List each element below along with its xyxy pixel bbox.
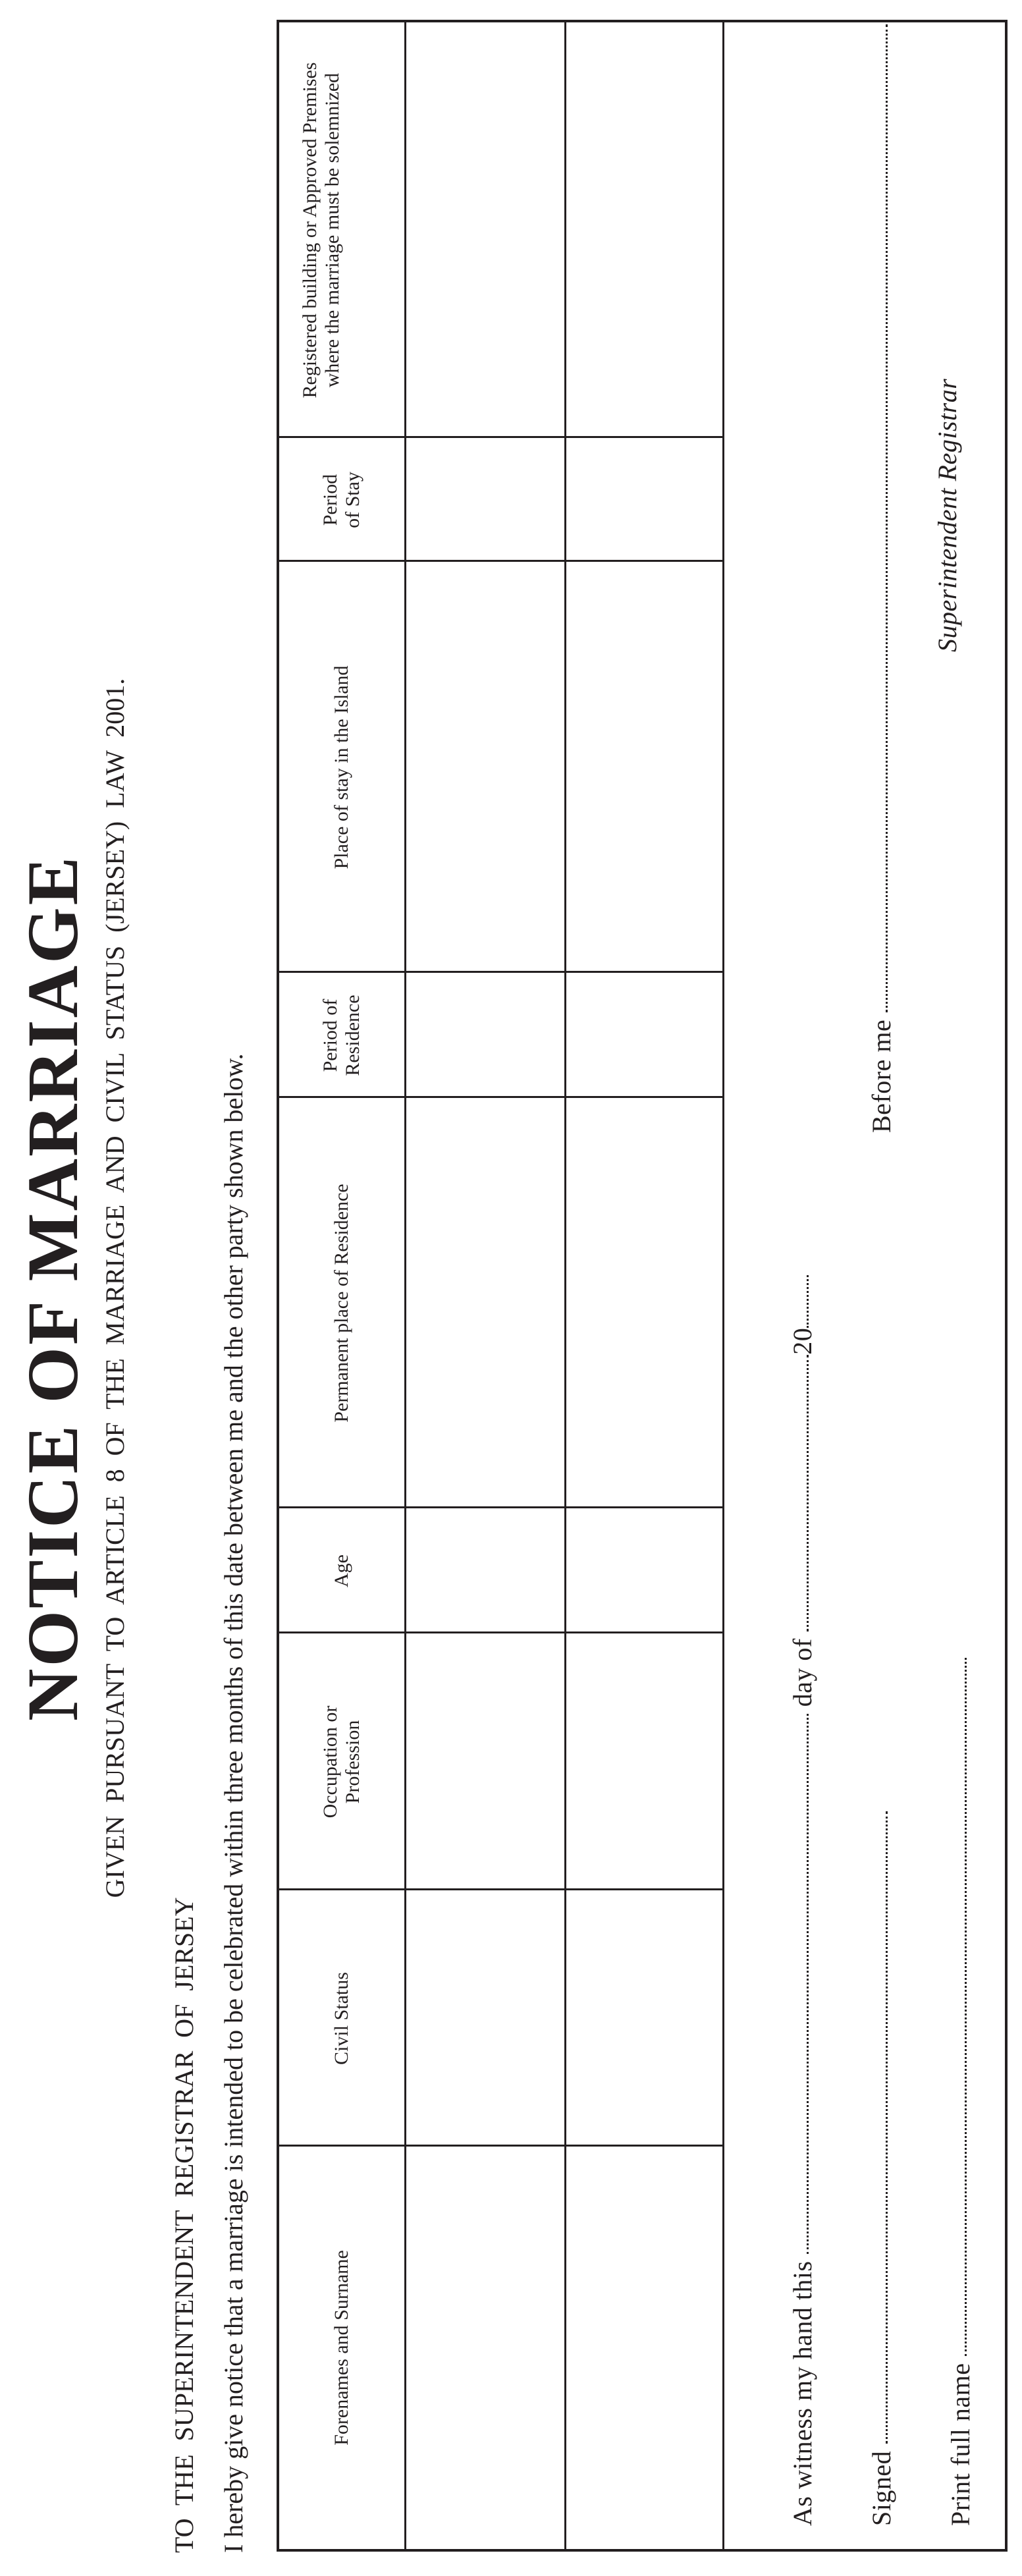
cell-row2-occupation[interactable] [566,1633,722,1888]
cell-row1-premises[interactable] [406,22,564,436]
cell-row1-civil-status[interactable] [406,1890,564,2145]
addressee-line: TO THE SUPERINTENDENT REGISTRAR OF JERSEY [169,1897,199,2553]
cell-row1-name[interactable] [406,2147,564,2549]
as-witness-label: As witness my hand this [788,2261,817,2526]
cell-row1-permanent-residence[interactable] [406,1098,564,1506]
column-header-age: Age [331,1554,352,1587]
registrar-signature-field[interactable] [886,24,888,1012]
day-field[interactable] [807,1714,809,2254]
registrar-caption: Superintendent Registrar [932,378,962,652]
notice-statement: I hereby give notice that a marriage is intended to be celebrated within three months of this date between me and the other party shown below. [219,1053,248,2553]
print-name-field[interactable] [965,1658,967,2356]
signature-field[interactable] [886,1811,888,2444]
column-header-name: Forenames and Surname [331,2250,352,2446]
year-label: 20 [788,1327,817,1355]
signed-line [865,1811,898,2526]
page-subtitle: GIVEN PURSUANT TO ARTICLE 8 OF THE MARRIAGE AND CIVIL STATUS (JERSEY) LAW 2001. [100,678,130,1898]
cell-row2-age[interactable] [566,1508,722,1631]
column-header-civil-status: Civil Status [331,1972,352,2065]
print-name-label: Print full name [946,2363,975,2526]
cell-row2-period-residence[interactable] [566,973,722,1096]
month-field[interactable] [807,1355,809,1631]
cell-row1-occupation[interactable] [406,1633,564,1888]
witness-line [786,1275,819,2526]
cell-row2-period-stay[interactable] [566,438,722,560]
column-header-place-of-stay: Place of stay in the Island [331,665,352,869]
column-header-premises: Registered building or Approved Premises where the marriage must be solemnized [299,62,343,398]
before-me-label: Before me [867,1019,896,1133]
row-divider [722,22,724,2549]
cell-row1-period-stay[interactable] [406,438,564,560]
page-title: NOTICE OF MARRIAGE [13,855,93,1721]
marriage-details-table [277,20,1008,2552]
cell-row2-place-of-stay[interactable] [566,562,722,971]
cell-row2-premises[interactable] [566,22,722,436]
cell-row2-civil-status[interactable] [566,1890,722,2145]
column-header-period-stay: Period of Stay [319,472,363,528]
year-field[interactable] [807,1275,809,1328]
cell-row1-place-of-stay[interactable] [406,562,564,971]
cell-row2-name[interactable] [566,2147,722,2549]
print-name-line [944,1658,977,2526]
cell-row1-period-residence[interactable] [406,973,564,1096]
before-me-line [865,24,898,1133]
cell-row2-permanent-residence[interactable] [566,1098,722,1506]
column-header-period-residence: Period of Residence [319,995,363,1076]
day-of-label: day of [788,1638,817,1707]
signed-label: Signed [867,2450,896,2526]
cell-row1-age[interactable] [406,1508,564,1631]
column-header-permanent-residence: Permanent place of Residence [331,1184,352,1423]
column-header-occupation: Occupation or Profession [319,1705,363,1819]
